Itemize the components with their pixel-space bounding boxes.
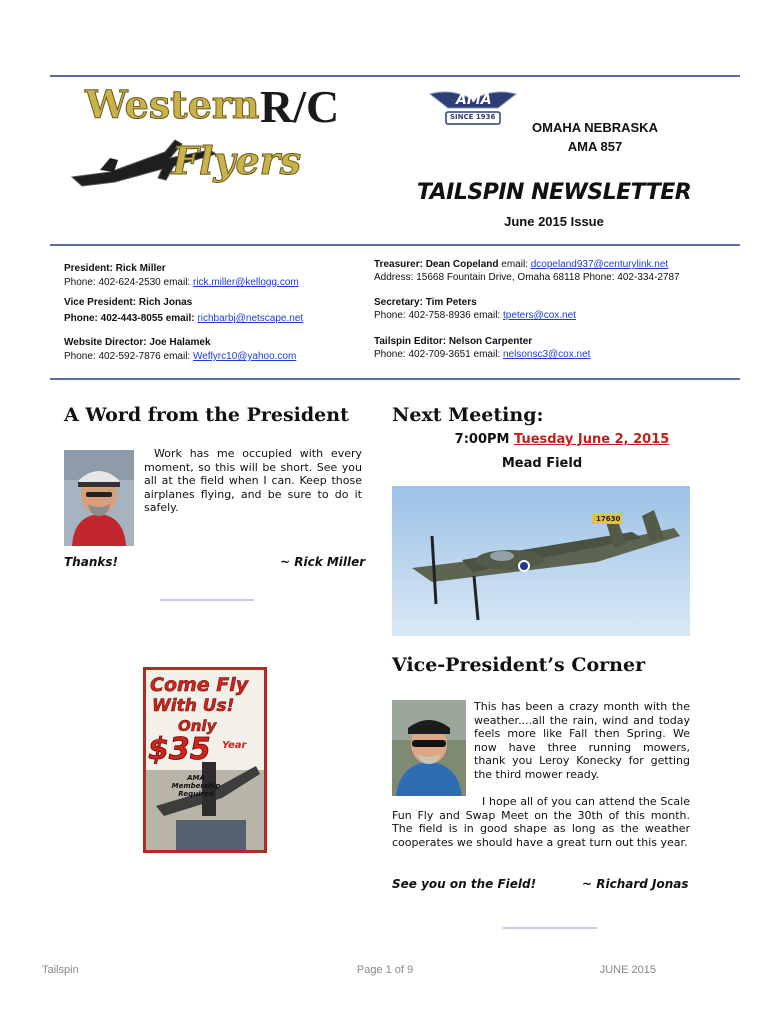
officers-right	[374, 258, 744, 361]
treasurer-line: Treasurer: Dean Copeland email: dcopeland937@centurylink.net	[374, 259, 669, 270]
footer-left: Tailspin	[42, 964, 79, 976]
membership-ad	[143, 667, 267, 853]
ad-line2: With Us!	[152, 696, 235, 716]
treasurer-address: Address: 15668 Fountain Drive, Omaha 68118 Phone: 402-334-2787	[374, 272, 680, 283]
vp-signoff: See you on the Field!	[392, 877, 537, 891]
ama-since-text: SINCE 1936	[450, 113, 496, 121]
editor-label: Tailspin Editor: Nelson Carpenter	[374, 336, 533, 347]
ad-price: $35	[148, 732, 211, 767]
person-photo-icon	[64, 450, 134, 546]
footer-center: Page 1 of 9	[356, 964, 414, 976]
logo-flyers-text: Flyers	[172, 138, 302, 183]
p38-airplane-photo	[392, 486, 690, 636]
president-heading: A Word from the President	[64, 404, 349, 426]
officers-bottom-rule	[50, 378, 740, 380]
president-label: President: Rick Miller	[64, 263, 166, 274]
web-label: Website Director: Joe Halamek	[64, 337, 211, 348]
meeting-time-date	[392, 432, 732, 447]
secretary-contact: Phone: 402-758-8936 email: tpeters@cox.net	[374, 310, 576, 321]
ama-badge-text: AMA	[456, 92, 492, 108]
location-line1: OMAHA NEBRASKA	[532, 120, 658, 135]
meeting-date: Tuesday June 2, 2015	[514, 432, 670, 447]
ad-line1: Come Fly	[150, 674, 249, 696]
vp-email-link[interactable]: richbarbj@netscape.net	[197, 313, 304, 324]
logo-western-text: Western	[85, 82, 260, 127]
vp-para2: I hope all of you can attend the Scale Fun Fly and Swap Meet on the 30th of this month. The field is in good shape as long as the weather cooperates we should have a great turn out this year.	[392, 795, 690, 849]
officers-left	[64, 262, 354, 364]
club-logo	[60, 82, 390, 200]
vp-photo	[392, 700, 466, 796]
vp-para1: This has been a crazy month with the weather....all the rain, wind and today feels more like Fall then Spring. We now have three running mowers, thank you Leroy Konecky for getting the third mower ready.	[474, 700, 690, 781]
president-body: Work has me occupied with every moment, so this will be short. See you all at the field when I can. Keep those airplanes flying, and be sure to do it safely.	[144, 447, 362, 514]
person-photo-icon	[392, 700, 466, 796]
editor-email-link[interactable]: nelsonsc3@cox.net	[502, 349, 591, 360]
web-contact: Phone: 402-592-7876 email: Weflyrc10@yahoo.com	[64, 351, 297, 362]
vp-separator	[503, 927, 597, 929]
president-thanks: Thanks!	[64, 555, 118, 569]
vp-corner-heading: Vice-President’s Corner	[392, 654, 646, 676]
vp-signature: ~ Richard Jonas	[582, 877, 689, 891]
ad-line3: Only	[178, 717, 217, 735]
secretary-email-link[interactable]: tpeters@cox.net	[502, 310, 576, 321]
location-line2: AMA 857	[567, 139, 623, 154]
footer-right: JUNE 2015	[599, 964, 656, 976]
next-meeting-heading: Next Meeting:	[392, 404, 544, 426]
vp-contact: Phone: 402-443-8055 email: richbarbj@netscape.net	[64, 313, 304, 324]
web-email-link[interactable]: Weflyrc10@yahoo.com	[192, 351, 297, 362]
editor-contact: Phone: 402-709-3651 email: nelsonsc3@cox.net	[374, 349, 591, 360]
ad-note: AMA Membership Required	[171, 774, 221, 798]
plane-tail-number: 17630	[596, 515, 621, 523]
president-email-link[interactable]: rick.miller@kellogg.com	[192, 277, 299, 288]
president-photo	[64, 450, 134, 546]
issue-date: June 2015 Issue	[504, 214, 604, 229]
president-contact: Phone: 402-624-2530 email: rick.miller@kellogg.com	[64, 277, 299, 288]
top-rule	[50, 75, 740, 77]
airplane-photo-icon	[392, 486, 690, 636]
meeting-location: Mead Field	[501, 456, 583, 471]
president-separator	[160, 599, 254, 601]
secretary-label: Secretary: Tim Peters	[374, 297, 477, 308]
president-signature: ~ Rick Miller	[280, 555, 366, 569]
vp-label: Vice President: Rich Jonas	[64, 297, 193, 308]
ad-per-year: Year	[222, 740, 247, 751]
treasurer-email-link[interactable]: dcopeland937@centurylink.net	[530, 259, 669, 270]
meeting-time: 7:00PM	[454, 432, 514, 447]
newsletter-title: TAILSPIN NEWSLETTER	[416, 180, 692, 205]
logo-rc-text: R/C	[260, 81, 340, 132]
officers-top-rule	[50, 244, 740, 246]
